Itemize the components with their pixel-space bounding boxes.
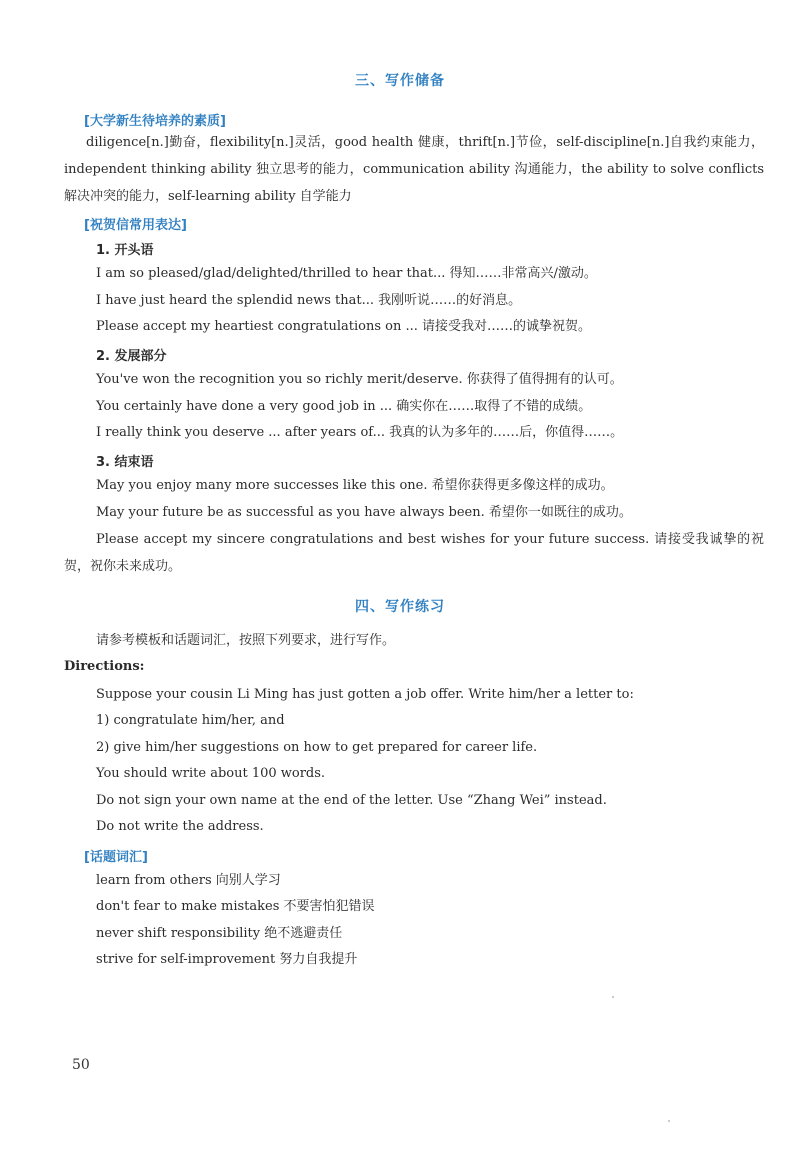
body-line-1: You've won the recognition you so richly merit/deserve. 你获得了值得拥有的认可。 bbox=[96, 372, 623, 387]
vocab-item-3: never shift responsibility 绝不逃避责任 bbox=[96, 926, 343, 941]
closing-line-1: May you enjoy many more successes like this one. 希望你获得更多像这样的成功。 bbox=[96, 478, 614, 493]
heading-expressions: [祝贺信常用表达] bbox=[84, 218, 187, 233]
section-title-writing-reserve: 三、写作储备 bbox=[355, 73, 445, 89]
direction-line-5: Do not sign your own name at the end of the letter. Use “Zhang Wei” instead. bbox=[96, 793, 607, 808]
direction-line-6: Do not write the address. bbox=[96, 819, 264, 834]
section-title-writing-practice: 四、写作练习 bbox=[355, 599, 445, 615]
label-opening: 1. 开头语 bbox=[96, 243, 154, 258]
opening-line-1: I am so pleased/glad/delighted/thrilled to hear that... 得知……非常高兴/激动。 bbox=[96, 266, 597, 281]
vocab-item-2: don't fear to make mistakes 不要害怕犯错误 bbox=[96, 899, 375, 914]
closing-paragraph: Please accept my sincere congratulations and best wishes for your future success. 请接受我诚挚的祝贺，祝你未来成功。 bbox=[64, 532, 764, 574]
page-number: 50 bbox=[72, 1057, 90, 1073]
opening-line-3: Please accept my heartiest congratulations on ... 请接受我对……的诚挚祝贺。 bbox=[96, 319, 591, 334]
heading-qualities: [大学新生待培养的素质] bbox=[84, 114, 226, 129]
heading-topic-vocab: [话题词汇] bbox=[84, 850, 148, 865]
practice-intro: 请参考模板和话题词汇，按照下列要求，进行写作。 bbox=[96, 633, 396, 648]
direction-line-4: You should write about 100 words. bbox=[96, 766, 326, 781]
direction-line-2: 1) congratulate him/her, and bbox=[96, 713, 285, 728]
body-line-3: I really think you deserve ... after years of... 我真的认为多年的……后，你值得……。 bbox=[96, 425, 624, 440]
body-line-2: You certainly have done a very good job in ... 确实你在……取得了不错的成绩。 bbox=[96, 399, 592, 414]
qualities-paragraph: diligence[n.]勤奋，flexibility[n.]灵活，good health 健康，thrift[n.]节俭，self-discipline[n.]自我约束能力，independent thinking ability 独立思考的能力，communication ability 沟通能力，the ability to solve conflicts 解决冲突的能力，self-learning ability 自学能力 bbox=[64, 135, 764, 204]
label-closing: 3. 结束语 bbox=[96, 455, 154, 470]
vocab-item-1: learn from others 向别人学习 bbox=[96, 873, 281, 888]
label-body: 2. 发展部分 bbox=[96, 349, 167, 364]
closing-line-2: May your future be as successful as you have always been. 希望你一如既往的成功。 bbox=[96, 505, 632, 520]
scan-speck bbox=[668, 1120, 670, 1122]
direction-line-3: 2) give him/her suggestions on how to get prepared for career life. bbox=[96, 740, 538, 755]
scan-speck bbox=[612, 996, 614, 998]
opening-line-2: I have just heard the splendid news that... 我刚听说……的好消息。 bbox=[96, 293, 522, 308]
direction-line-1: Suppose your cousin Li Ming has just gotten a job offer. Write him/her a letter to: bbox=[96, 687, 634, 702]
vocab-item-4: strive for self-improvement 努力自我提升 bbox=[96, 952, 358, 967]
directions-label: Directions: bbox=[64, 659, 145, 674]
